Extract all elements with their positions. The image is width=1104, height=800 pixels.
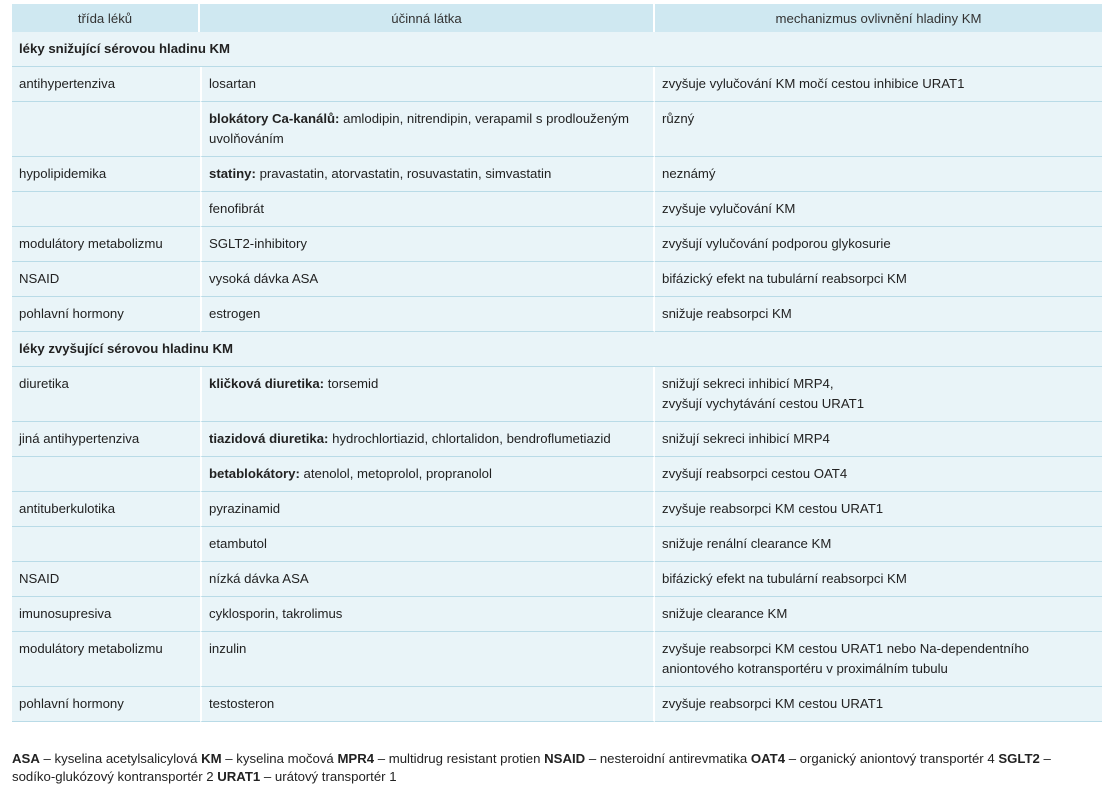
table-row (12, 422, 1102, 457)
mechanism-cell: snižují sekreci inhibicí MRP4, zvyšují vychytávání cestou URAT1 (655, 367, 1102, 422)
substance-list: pravastatin, atorvastatin, rosuvastatin, simvastatin (255, 166, 552, 181)
table-row (12, 457, 1102, 492)
legend-definition: – organický aniontový transportér 4 (785, 751, 999, 766)
mechanism-cell: zvyšují reabsorpci cestou OAT4 (655, 457, 1102, 492)
section-row (12, 32, 1102, 67)
active-substance-cell (200, 632, 655, 687)
active-substance-cell (200, 422, 655, 457)
substance-list: amlodipin, nitrendipin, verapamil s prodlouženým uvolňováním (209, 111, 629, 146)
active-substance-cell (200, 157, 655, 192)
substance-list: nízká dávka ASA (209, 571, 309, 586)
table-row (12, 67, 1102, 102)
legend-abbreviation: ASA (12, 751, 40, 766)
drug-class-cell (12, 527, 200, 562)
substance-group-label: kličková diuretika: (209, 376, 325, 391)
table-row (12, 562, 1102, 597)
drug-class-cell (12, 192, 200, 227)
mechanism-cell: snižuje renální clearance KM (655, 527, 1102, 562)
table-row (12, 297, 1102, 332)
table-row (12, 192, 1102, 227)
mechanism-cell: zvyšuje reabsorpci KM cestou URAT1 (655, 687, 1102, 722)
substance-list: vysoká dávka ASA (209, 271, 319, 286)
table-body (12, 32, 1102, 722)
mechanism-cell: zvyšuje vylučování KM (655, 192, 1102, 227)
substance-list: cyklosporin, takrolimus (209, 606, 343, 621)
table-row (12, 687, 1102, 722)
substance-group-label: tiazidová diuretika: (209, 431, 329, 446)
active-substance-cell (200, 457, 655, 492)
substance-list: hydrochlortiazid, chlortalidon, bendroflumetiazid (328, 431, 611, 446)
active-substance-cell (200, 562, 655, 597)
mechanism-cell: zvyšuje reabsorpci KM cestou URAT1 (655, 492, 1102, 527)
legend-abbreviation: MPR4 (337, 751, 375, 766)
drug-class-cell: modulátory metabolizmu (12, 227, 200, 262)
mechanism-cell: snižují sekreci inhibicí MRP4 (655, 422, 1102, 457)
drug-class-cell: pohlavní hormony (12, 687, 200, 722)
mechanism-cell: různý (655, 102, 1102, 157)
header-drug-class: třída léků (12, 4, 200, 32)
mechanism-cell: zvyšuje vylučování KM močí cestou inhibice URAT1 (655, 67, 1102, 102)
mechanism-cell: zvyšuje reabsorpci KM cestou URAT1 nebo Na-dependentního aniontového kotransportéru v proximálním tubulu (655, 632, 1102, 687)
header-active-substance: účinná látka (200, 4, 655, 32)
drug-class-cell (12, 457, 200, 492)
legend-definition: – kyselina močová (221, 751, 338, 766)
drug-class-cell: imunosupresiva (12, 597, 200, 632)
substance-list: fenofibrát (209, 201, 264, 216)
table-row (12, 632, 1102, 687)
drug-class-cell: NSAID (12, 262, 200, 297)
legend-abbreviation: SGLT2 (998, 751, 1040, 766)
drug-table (12, 4, 1102, 722)
drug-class-cell: hypolipidemika (12, 157, 200, 192)
active-substance-cell (200, 67, 655, 102)
mechanism-cell: snižuje clearance KM (655, 597, 1102, 632)
header-mechanism: mechanizmus ovlivnění hladiny KM (655, 4, 1102, 32)
drug-class-cell: modulátory metabolizmu (12, 632, 200, 687)
active-substance-cell (200, 492, 655, 527)
legend-definition: – kyselina acetylsalicylová (39, 751, 202, 766)
drug-class-cell: jiná antihypertenziva (12, 422, 200, 457)
substance-group-label: statiny: (209, 166, 256, 181)
mechanism-cell: snižuje reabsorpci KM (655, 297, 1102, 332)
mechanism-cell: bifázický efekt na tubulární reabsorpci KM (655, 562, 1102, 597)
legend-definition: – multidrug resistant protien (374, 751, 545, 766)
substance-list: testosteron (209, 696, 275, 711)
mechanism-cell: bifázický efekt na tubulární reabsorpci KM (655, 262, 1102, 297)
legend-abbreviation: NSAID (544, 751, 586, 766)
table-row (12, 227, 1102, 262)
drug-class-cell: antihypertenziva (12, 67, 200, 102)
legend-definition: – urátový transportér 1 (260, 769, 397, 784)
drug-class-cell: pohlavní hormony (12, 297, 200, 332)
active-substance-cell (200, 527, 655, 562)
active-substance-cell (200, 687, 655, 722)
drug-class-cell: diuretika (12, 367, 200, 422)
active-substance-cell (200, 262, 655, 297)
table-row (12, 157, 1102, 192)
legend-definition: – sodíko-glukózový kontransportér 2 (12, 751, 1051, 784)
substance-list: inzulin (209, 641, 247, 656)
table-row (12, 492, 1102, 527)
active-substance-cell (200, 227, 655, 262)
mechanism-cell: zvyšují vylučování podporou glykosurie (655, 227, 1102, 262)
substance-list: SGLT2-inhibitory (209, 236, 307, 251)
section-row (12, 332, 1102, 367)
substance-list: etambutol (209, 536, 267, 551)
active-substance-cell (200, 597, 655, 632)
active-substance-cell (200, 102, 655, 157)
substance-list: pyrazinamid (209, 501, 281, 516)
section-title: léky zvyšující sérovou hladinu KM (12, 332, 1102, 367)
drug-class-cell: antituberkulotika (12, 492, 200, 527)
substance-list: losartan (209, 76, 256, 91)
substance-group-label: blokátory Ca-kanálů: (209, 111, 340, 126)
substance-group-label: betablokátory: (209, 466, 300, 481)
table-header-row (12, 4, 1102, 32)
mechanism-cell: neznámý (655, 157, 1102, 192)
table-row (12, 102, 1102, 157)
legend-abbreviation: KM (201, 751, 222, 766)
substance-list: atenolol, metoprolol, propranolol (299, 466, 492, 481)
legend-definition: – nesteroidní antirevmatika (585, 751, 751, 766)
legend-abbreviation: URAT1 (217, 769, 261, 784)
legend-abbreviation: OAT4 (750, 751, 786, 766)
substance-list: torsemid (324, 376, 379, 391)
table-row (12, 262, 1102, 297)
table-row (12, 597, 1102, 632)
drug-class-cell: NSAID (12, 562, 200, 597)
drug-class-cell (12, 102, 200, 157)
table-row (12, 527, 1102, 562)
substance-list: estrogen (209, 306, 261, 321)
active-substance-cell (200, 192, 655, 227)
active-substance-cell (200, 297, 655, 332)
abbreviations-legend (12, 750, 1082, 786)
active-substance-cell (200, 367, 655, 422)
table-row (12, 367, 1102, 422)
section-title: léky snižující sérovou hladinu KM (12, 32, 1102, 67)
